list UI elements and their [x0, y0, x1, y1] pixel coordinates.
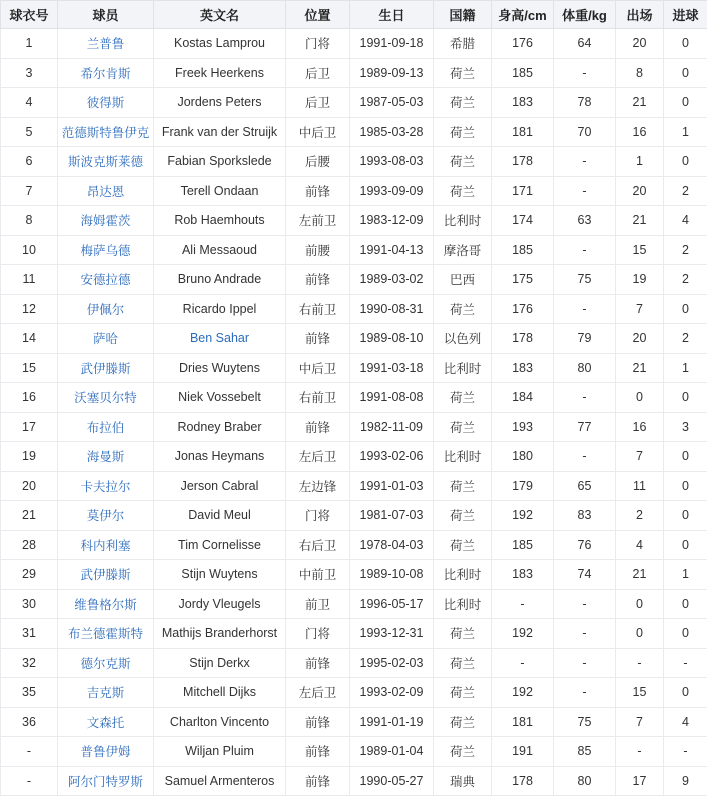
cell-birthday: 1989-08-10: [350, 324, 434, 354]
cell-position: 门将: [286, 501, 350, 531]
cell-height: 176: [492, 294, 554, 324]
cell-goals: 4: [664, 206, 707, 236]
cell-appearances: 8: [616, 58, 664, 88]
cell-appearances: 21: [616, 88, 664, 118]
cell-birthday: 1983-12-09: [350, 206, 434, 236]
cell-position: 左前卫: [286, 206, 350, 236]
table-row: [1, 265, 707, 295]
cell-goals: 0: [664, 471, 707, 501]
cell-weight: -: [554, 176, 616, 206]
cell-birthday: 1991-01-03: [350, 471, 434, 501]
cell-goals: 4: [664, 707, 707, 737]
table-row: [1, 235, 707, 265]
cell-height: 178: [492, 324, 554, 354]
cell-goals: 1: [664, 353, 707, 383]
cell-nationality: 荷兰: [434, 530, 492, 560]
cell-shirt-number: 16: [1, 383, 58, 413]
table-row: [1, 88, 707, 118]
cell-appearances: 0: [616, 383, 664, 413]
cell-english-name: Mitchell Dijks: [154, 678, 286, 708]
cell-height: 192: [492, 501, 554, 531]
cell-nationality: 比利时: [434, 560, 492, 590]
table-row: [1, 412, 707, 442]
cell-birthday: 1989-01-04: [350, 737, 434, 767]
cell-birthday: 1990-05-27: [350, 766, 434, 796]
cell-shirt-number: 35: [1, 678, 58, 708]
cell-player-name[interactable]: 梅萨乌德: [58, 235, 154, 265]
cell-height: 184: [492, 383, 554, 413]
cell-nationality: 荷兰: [434, 471, 492, 501]
cell-english-name: Jonas Heymans: [154, 442, 286, 472]
cell-english-name: Ali Messaoud: [154, 235, 286, 265]
cell-height: 183: [492, 353, 554, 383]
cell-appearances: 21: [616, 353, 664, 383]
table-row: [1, 648, 707, 678]
cell-position: 前锋: [286, 766, 350, 796]
cell-weight: -: [554, 589, 616, 619]
cell-birthday: 1991-04-13: [350, 235, 434, 265]
cell-appearances: 20: [616, 29, 664, 59]
table-row: [1, 117, 707, 147]
table-row: [1, 589, 707, 619]
cell-birthday: 1989-09-13: [350, 58, 434, 88]
column-header-position: 位置: [286, 1, 350, 29]
cell-player-name[interactable]: 武伊滕斯: [58, 560, 154, 590]
cell-nationality: 荷兰: [434, 88, 492, 118]
cell-goals: 9: [664, 766, 707, 796]
cell-appearances: -: [616, 737, 664, 767]
cell-appearances: 20: [616, 176, 664, 206]
cell-goals: 0: [664, 678, 707, 708]
cell-goals: 0: [664, 88, 707, 118]
cell-birthday: 1993-02-06: [350, 442, 434, 472]
cell-player-name[interactable]: 维鲁格尔斯: [58, 589, 154, 619]
cell-english-name: Rodney Braber: [154, 412, 286, 442]
cell-player-name[interactable]: 布拉伯: [58, 412, 154, 442]
cell-appearances: 20: [616, 324, 664, 354]
cell-english-name: Wiljan Pluim: [154, 737, 286, 767]
cell-position: 后卫: [286, 88, 350, 118]
cell-shirt-number: 17: [1, 412, 58, 442]
cell-weight: 63: [554, 206, 616, 236]
cell-position: 前锋: [286, 648, 350, 678]
cell-shirt-number: 4: [1, 88, 58, 118]
cell-height: 181: [492, 117, 554, 147]
cell-english-name: Stijn Derkx: [154, 648, 286, 678]
cell-position: 后卫: [286, 58, 350, 88]
cell-birthday: 1978-04-03: [350, 530, 434, 560]
cell-height: 185: [492, 58, 554, 88]
cell-nationality: 荷兰: [434, 147, 492, 177]
cell-position: 门将: [286, 619, 350, 649]
cell-goals: 0: [664, 501, 707, 531]
table-row: [1, 501, 707, 531]
table-row: [1, 147, 707, 177]
cell-weight: -: [554, 648, 616, 678]
cell-appearances: 7: [616, 707, 664, 737]
cell-position: 前锋: [286, 707, 350, 737]
cell-appearances: 21: [616, 560, 664, 590]
cell-position: 中前卫: [286, 560, 350, 590]
table-row: [1, 353, 707, 383]
cell-nationality: 荷兰: [434, 501, 492, 531]
cell-goals: 2: [664, 235, 707, 265]
cell-nationality: 以色列: [434, 324, 492, 354]
cell-goals: 2: [664, 176, 707, 206]
cell-height: 183: [492, 560, 554, 590]
table-row: [1, 442, 707, 472]
cell-weight: -: [554, 678, 616, 708]
cell-position: 前锋: [286, 265, 350, 295]
cell-height: 192: [492, 619, 554, 649]
column-header-goals: 进球: [664, 1, 707, 29]
cell-weight: 65: [554, 471, 616, 501]
cell-nationality: 巴西: [434, 265, 492, 295]
cell-english-name: David Meul: [154, 501, 286, 531]
cell-height: 191: [492, 737, 554, 767]
cell-height: 178: [492, 766, 554, 796]
cell-player-name[interactable]: 文森托: [58, 707, 154, 737]
cell-position: 左边锋: [286, 471, 350, 501]
cell-goals: 0: [664, 530, 707, 560]
cell-goals: 2: [664, 324, 707, 354]
table-header-row: [1, 1, 707, 29]
cell-birthday: 1981-07-03: [350, 501, 434, 531]
cell-birthday: 1991-03-18: [350, 353, 434, 383]
cell-weight: 85: [554, 737, 616, 767]
cell-appearances: 1: [616, 147, 664, 177]
cell-appearances: 16: [616, 117, 664, 147]
cell-english-name: Freek Heerkens: [154, 58, 286, 88]
cell-appearances: 7: [616, 294, 664, 324]
cell-shirt-number: 29: [1, 560, 58, 590]
table-row: [1, 383, 707, 413]
cell-position: 门将: [286, 29, 350, 59]
cell-height: -: [492, 589, 554, 619]
cell-shirt-number: 32: [1, 648, 58, 678]
cell-shirt-number: 7: [1, 176, 58, 206]
cell-goals: 1: [664, 117, 707, 147]
cell-english-name[interactable]: Ben Sahar: [154, 324, 286, 354]
cell-weight: -: [554, 235, 616, 265]
cell-nationality: 比利时: [434, 353, 492, 383]
cell-nationality: 荷兰: [434, 707, 492, 737]
cell-birthday: 1982-11-09: [350, 412, 434, 442]
cell-position: 右前卫: [286, 383, 350, 413]
cell-shirt-number: 5: [1, 117, 58, 147]
cell-goals: 0: [664, 58, 707, 88]
cell-position: 右前卫: [286, 294, 350, 324]
cell-shirt-number: 20: [1, 471, 58, 501]
cell-appearances: 17: [616, 766, 664, 796]
table-row: [1, 619, 707, 649]
column-header-height: 身高/cm: [492, 1, 554, 29]
cell-appearances: 11: [616, 471, 664, 501]
cell-nationality: 荷兰: [434, 648, 492, 678]
cell-height: 176: [492, 29, 554, 59]
cell-player-name[interactable]: 沃塞贝尔特: [58, 383, 154, 413]
table-row: [1, 737, 707, 767]
table-row: [1, 707, 707, 737]
cell-birthday: 1991-01-19: [350, 707, 434, 737]
cell-english-name: Mathijs Branderhorst: [154, 619, 286, 649]
cell-birthday: 1996-05-17: [350, 589, 434, 619]
cell-position: 前锋: [286, 412, 350, 442]
cell-appearances: 7: [616, 442, 664, 472]
cell-weight: 83: [554, 501, 616, 531]
cell-goals: 0: [664, 29, 707, 59]
table-row: [1, 471, 707, 501]
cell-height: 185: [492, 530, 554, 560]
cell-nationality: 比利时: [434, 206, 492, 236]
cell-position: 后腰: [286, 147, 350, 177]
cell-goals: 0: [664, 294, 707, 324]
cell-weight: -: [554, 147, 616, 177]
cell-appearances: 0: [616, 619, 664, 649]
cell-goals: 0: [664, 383, 707, 413]
cell-player-name[interactable]: 萨哈: [58, 324, 154, 354]
cell-weight: -: [554, 58, 616, 88]
cell-appearances: 15: [616, 678, 664, 708]
cell-english-name: Fabian Sporkslede: [154, 147, 286, 177]
cell-weight: 64: [554, 29, 616, 59]
table-row: [1, 206, 707, 236]
cell-height: 183: [492, 88, 554, 118]
cell-player-name[interactable]: 安德拉德: [58, 265, 154, 295]
cell-player-name[interactable]: 布兰德霍斯特: [58, 619, 154, 649]
cell-appearances: -: [616, 648, 664, 678]
cell-appearances: 4: [616, 530, 664, 560]
table-row: [1, 176, 707, 206]
cell-shirt-number: 3: [1, 58, 58, 88]
cell-player-name[interactable]: 阿尔门特罗斯: [58, 766, 154, 796]
cell-nationality: 荷兰: [434, 383, 492, 413]
cell-birthday: 1987-05-03: [350, 88, 434, 118]
cell-position: 中后卫: [286, 117, 350, 147]
cell-english-name: Dries Wuytens: [154, 353, 286, 383]
cell-english-name: Kostas Lamprou: [154, 29, 286, 59]
cell-player-name[interactable]: 海曼斯: [58, 442, 154, 472]
cell-appearances: 19: [616, 265, 664, 295]
cell-goals: -: [664, 737, 707, 767]
cell-shirt-number: 6: [1, 147, 58, 177]
cell-player-name[interactable]: 海姆霍茨: [58, 206, 154, 236]
cell-weight: 80: [554, 353, 616, 383]
table-row: [1, 678, 707, 708]
cell-birthday: 1985-03-28: [350, 117, 434, 147]
cell-birthday: 1993-12-31: [350, 619, 434, 649]
cell-goals: 2: [664, 265, 707, 295]
cell-english-name: Frank van der Struijk: [154, 117, 286, 147]
cell-english-name: Charlton Vincento: [154, 707, 286, 737]
cell-birthday: 1991-09-18: [350, 29, 434, 59]
cell-shirt-number: 14: [1, 324, 58, 354]
cell-english-name: Jordens Peters: [154, 88, 286, 118]
table-row: [1, 560, 707, 590]
column-header-english-name: 英文名: [154, 1, 286, 29]
cell-position: 左后卫: [286, 442, 350, 472]
cell-nationality: 荷兰: [434, 737, 492, 767]
cell-shirt-number: 12: [1, 294, 58, 324]
cell-player-name[interactable]: 德尔克斯: [58, 648, 154, 678]
cell-nationality: 摩洛哥: [434, 235, 492, 265]
cell-height: 175: [492, 265, 554, 295]
table-row: [1, 294, 707, 324]
cell-appearances: 0: [616, 589, 664, 619]
cell-english-name: Terell Ondaan: [154, 176, 286, 206]
cell-player-name[interactable]: 希尔肯斯: [58, 58, 154, 88]
cell-goals: 0: [664, 147, 707, 177]
cell-shirt-number: 21: [1, 501, 58, 531]
cell-height: 192: [492, 678, 554, 708]
cell-player-name[interactable]: 吉克斯: [58, 678, 154, 708]
cell-nationality: 希腊: [434, 29, 492, 59]
cell-birthday: 1991-08-08: [350, 383, 434, 413]
column-header-birthday: 生日: [350, 1, 434, 29]
cell-shirt-number: 36: [1, 707, 58, 737]
cell-nationality: 荷兰: [434, 176, 492, 206]
cell-shirt-number: 31: [1, 619, 58, 649]
cell-height: 181: [492, 707, 554, 737]
cell-weight: 78: [554, 88, 616, 118]
cell-birthday: 1989-10-08: [350, 560, 434, 590]
cell-english-name: Bruno Andrade: [154, 265, 286, 295]
cell-shirt-number: -: [1, 737, 58, 767]
cell-height: 174: [492, 206, 554, 236]
cell-position: 前锋: [286, 324, 350, 354]
cell-birthday: 1993-02-09: [350, 678, 434, 708]
cell-birthday: 1993-09-09: [350, 176, 434, 206]
cell-nationality: 荷兰: [434, 58, 492, 88]
cell-birthday: 1990-08-31: [350, 294, 434, 324]
cell-appearances: 15: [616, 235, 664, 265]
cell-english-name: Tim Cornelisse: [154, 530, 286, 560]
cell-birthday: 1989-03-02: [350, 265, 434, 295]
cell-height: 193: [492, 412, 554, 442]
cell-birthday: 1993-08-03: [350, 147, 434, 177]
table-row: [1, 530, 707, 560]
cell-goals: 1: [664, 560, 707, 590]
cell-nationality: 比利时: [434, 589, 492, 619]
cell-player-name[interactable]: 彼得斯: [58, 88, 154, 118]
table-row: [1, 766, 707, 796]
cell-english-name: Rob Haemhouts: [154, 206, 286, 236]
cell-shirt-number: 11: [1, 265, 58, 295]
cell-weight: -: [554, 383, 616, 413]
cell-english-name: Jordy Vleugels: [154, 589, 286, 619]
cell-english-name: Stijn Wuytens: [154, 560, 286, 590]
cell-english-name: Niek Vossebelt: [154, 383, 286, 413]
cell-appearances: 21: [616, 206, 664, 236]
cell-weight: 80: [554, 766, 616, 796]
cell-weight: 77: [554, 412, 616, 442]
cell-height: 180: [492, 442, 554, 472]
cell-height: 185: [492, 235, 554, 265]
cell-nationality: 荷兰: [434, 412, 492, 442]
cell-player-name[interactable]: 科内利塞: [58, 530, 154, 560]
cell-weight: 79: [554, 324, 616, 354]
cell-nationality: 瑞典: [434, 766, 492, 796]
cell-goals: -: [664, 648, 707, 678]
cell-goals: 3: [664, 412, 707, 442]
cell-goals: 0: [664, 589, 707, 619]
cell-appearances: 16: [616, 412, 664, 442]
column-header-weight: 体重/kg: [554, 1, 616, 29]
table-row: [1, 29, 707, 59]
cell-position: 前腰: [286, 235, 350, 265]
cell-player-name[interactable]: 兰普鲁: [58, 29, 154, 59]
cell-player-name[interactable]: 武伊滕斯: [58, 353, 154, 383]
cell-weight: 70: [554, 117, 616, 147]
cell-player-name[interactable]: 卡夫拉尔: [58, 471, 154, 501]
cell-player-name[interactable]: 昂达恩: [58, 176, 154, 206]
cell-height: 178: [492, 147, 554, 177]
cell-weight: -: [554, 619, 616, 649]
cell-nationality: 荷兰: [434, 619, 492, 649]
cell-player-name[interactable]: 莫伊尔: [58, 501, 154, 531]
cell-nationality: 荷兰: [434, 294, 492, 324]
cell-nationality: 荷兰: [434, 678, 492, 708]
cell-shirt-number: 28: [1, 530, 58, 560]
cell-player-name[interactable]: 范德斯特鲁伊克: [58, 117, 154, 147]
cell-goals: 0: [664, 442, 707, 472]
cell-height: -: [492, 648, 554, 678]
cell-shirt-number: 10: [1, 235, 58, 265]
cell-height: 179: [492, 471, 554, 501]
cell-position: 中后卫: [286, 353, 350, 383]
cell-birthday: 1995-02-03: [350, 648, 434, 678]
cell-height: 171: [492, 176, 554, 206]
table-row: [1, 58, 707, 88]
cell-player-name[interactable]: 伊佩尔: [58, 294, 154, 324]
cell-weight: 74: [554, 560, 616, 590]
cell-shirt-number: 19: [1, 442, 58, 472]
cell-shirt-number: 15: [1, 353, 58, 383]
cell-weight: -: [554, 442, 616, 472]
table-row: [1, 324, 707, 354]
cell-position: 左后卫: [286, 678, 350, 708]
cell-english-name: Jerson Cabral: [154, 471, 286, 501]
cell-player-name[interactable]: 普鲁伊姆: [58, 737, 154, 767]
cell-shirt-number: 1: [1, 29, 58, 59]
cell-english-name: Samuel Armenteros: [154, 766, 286, 796]
cell-position: 前锋: [286, 176, 350, 206]
cell-position: 前卫: [286, 589, 350, 619]
cell-player-name[interactable]: 斯波克斯莱德: [58, 147, 154, 177]
column-header-shirt-number: 球衣号: [1, 1, 58, 29]
column-header-nationality: 国籍: [434, 1, 492, 29]
column-header-player: 球员: [58, 1, 154, 29]
cell-shirt-number: 8: [1, 206, 58, 236]
cell-position: 右后卫: [286, 530, 350, 560]
cell-weight: -: [554, 294, 616, 324]
cell-weight: 75: [554, 707, 616, 737]
cell-weight: 76: [554, 530, 616, 560]
cell-weight: 75: [554, 265, 616, 295]
cell-nationality: 荷兰: [434, 117, 492, 147]
cell-position: 前锋: [286, 737, 350, 767]
cell-nationality: 比利时: [434, 442, 492, 472]
column-header-appearances: 出场: [616, 1, 664, 29]
cell-english-name: Ricardo Ippel: [154, 294, 286, 324]
cell-shirt-number: 30: [1, 589, 58, 619]
cell-appearances: 2: [616, 501, 664, 531]
cell-goals: 0: [664, 619, 707, 649]
cell-shirt-number: -: [1, 766, 58, 796]
